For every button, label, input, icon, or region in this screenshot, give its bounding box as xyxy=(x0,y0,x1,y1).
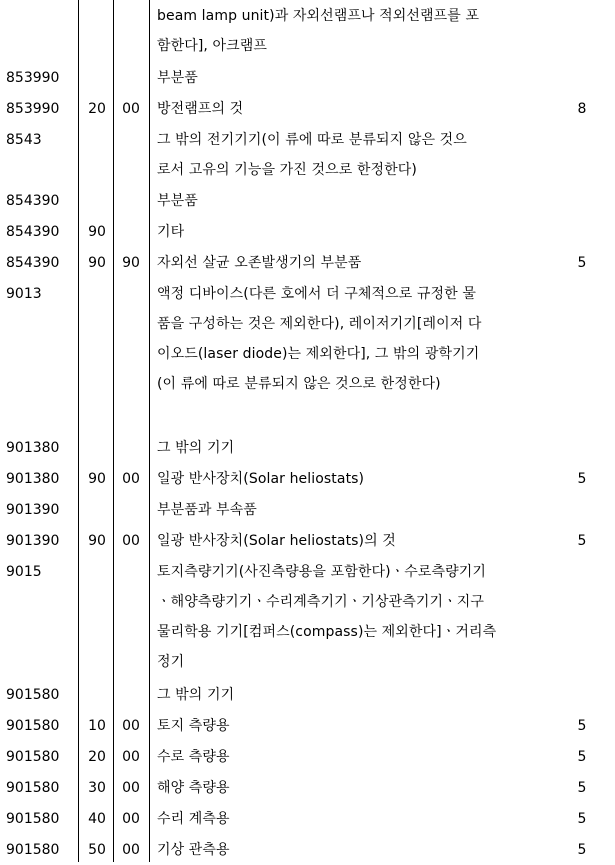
description-line: 일광 반사장치(Solar heliostats)의 것 xyxy=(157,533,396,549)
item-description xyxy=(157,94,549,124)
tariff-rate: 5 xyxy=(577,780,587,796)
item-description xyxy=(157,433,549,463)
hs-code: 9015 xyxy=(6,564,42,580)
item-description xyxy=(157,773,549,803)
tariff-rate: 5 xyxy=(577,533,587,549)
description-line: 부분품 xyxy=(157,193,198,209)
item-description xyxy=(157,526,549,556)
description-line: 토지 측량용 xyxy=(157,718,230,734)
sub-code-b: 90 xyxy=(122,255,140,271)
description-line: 방전램프의 것 xyxy=(157,101,244,117)
description-line: 기상 관측용 xyxy=(157,842,230,858)
sub-code-a: 20 xyxy=(88,749,106,765)
hs-code: 901580 xyxy=(6,780,60,796)
item-description xyxy=(157,186,549,216)
sub-code-a: 10 xyxy=(88,718,106,734)
description-line: 액정 디바이스(다른 호에서 더 구체적으로 규정한 물 xyxy=(157,286,476,302)
sub-code-a: 90 xyxy=(88,224,106,240)
description-line: 수리 계측용 xyxy=(157,811,230,827)
sub-code-b: 00 xyxy=(122,718,140,734)
item-description xyxy=(157,464,549,494)
sub-code-a: 40 xyxy=(88,811,106,827)
sub-code-a: 20 xyxy=(88,101,106,117)
hs-code: 901580 xyxy=(6,842,60,858)
tariff-rate: 5 xyxy=(577,842,587,858)
item-description xyxy=(157,804,549,834)
hs-code: 901390 xyxy=(6,533,60,549)
item-description xyxy=(157,248,549,278)
sub-code-b: 00 xyxy=(122,811,140,827)
hs-code: 901580 xyxy=(6,687,60,703)
sub-code-a: 30 xyxy=(88,780,106,796)
description-line: beam lamp unit)과 자외선램프나 적외선램프를 포 xyxy=(157,8,480,24)
item-description xyxy=(157,217,549,247)
description-line: 토지측량기기(사진측량용을 포함한다)ㆍ수로측량기기 xyxy=(157,564,487,580)
description-line: 이오드(laser diode)는 제외한다], 그 밖의 광학기기 xyxy=(157,346,480,362)
tariff-rate: 8 xyxy=(577,101,587,117)
item-description xyxy=(157,125,549,185)
sub-code-b: 00 xyxy=(122,842,140,858)
item-description xyxy=(157,1,549,61)
sub-code-b: 00 xyxy=(122,780,140,796)
description-line: (이 류에 따로 분류되지 않은 것으로 한정한다) xyxy=(157,376,441,392)
description-line: 그 밖의 전기기기(이 류에 따로 분류되지 않은 것으 xyxy=(157,132,467,148)
hs-code: 901580 xyxy=(6,811,60,827)
description-line: 그 밖의 기기 xyxy=(157,687,235,703)
hs-code: 853990 xyxy=(6,70,60,86)
hs-code: 901380 xyxy=(6,471,60,487)
tariff-rate: 5 xyxy=(577,718,587,734)
hs-code: 901580 xyxy=(6,718,60,734)
sub-code-b: 00 xyxy=(122,749,140,765)
sub-code-a: 90 xyxy=(88,255,106,271)
description-line: 해양 측량용 xyxy=(157,780,230,796)
hs-code: 9013 xyxy=(6,286,42,302)
description-line: 부분품 xyxy=(157,70,198,86)
hs-code: 8543 xyxy=(6,132,42,148)
description-line: 기타 xyxy=(157,224,185,240)
description-line: 부분품과 부속품 xyxy=(157,502,257,518)
tariff-rate: 5 xyxy=(577,749,587,765)
sub-code-b: 00 xyxy=(122,533,140,549)
sub-code-a: 50 xyxy=(88,842,106,858)
hs-code: 854390 xyxy=(6,193,60,209)
hs-code: 901390 xyxy=(6,502,60,518)
hs-code: 901580 xyxy=(6,749,60,765)
description-line: 물리학용 기기[컴퍼스(compass)는 제외한다]ㆍ거리측 xyxy=(157,624,497,640)
description-line: ㆍ해양측량기기ㆍ수리계측기기ㆍ기상관측기기ㆍ지구 xyxy=(157,594,484,610)
description-line: 그 밖의 기기 xyxy=(157,440,235,456)
hs-code: 901380 xyxy=(6,440,60,456)
item-description xyxy=(157,279,549,399)
item-description xyxy=(157,680,549,710)
description-line: 수로 측량용 xyxy=(157,749,230,765)
column-divider xyxy=(78,0,79,862)
item-description xyxy=(157,557,549,677)
description-line: 일광 반사장치(Solar heliostats) xyxy=(157,471,365,487)
description-line: 자외선 살균 오존발생기의 부분품 xyxy=(157,255,362,271)
sub-code-b: 00 xyxy=(122,101,140,117)
hs-code: 854390 xyxy=(6,255,60,271)
item-description xyxy=(157,711,549,741)
column-divider xyxy=(149,0,150,862)
description-line: 품을 구성하는 것은 제외한다), 레이저기기[레이저 다 xyxy=(157,316,482,332)
item-description xyxy=(157,63,549,93)
item-description xyxy=(157,742,549,772)
sub-code-b: 00 xyxy=(122,471,140,487)
description-line: 정기 xyxy=(157,654,185,670)
tariff-rate: 5 xyxy=(577,811,587,827)
description-line: 로서 고유의 기능을 가진 것으로 한정한다) xyxy=(157,162,417,178)
item-description xyxy=(157,835,549,865)
hs-code: 854390 xyxy=(6,224,60,240)
tariff-rate: 5 xyxy=(577,255,587,271)
sub-code-a: 90 xyxy=(88,533,106,549)
hs-code: 853990 xyxy=(6,101,60,117)
item-description xyxy=(157,495,549,525)
description-line: 함한다], 아크램프 xyxy=(157,38,268,54)
sub-code-a: 90 xyxy=(88,471,106,487)
tariff-rate: 5 xyxy=(577,471,587,487)
